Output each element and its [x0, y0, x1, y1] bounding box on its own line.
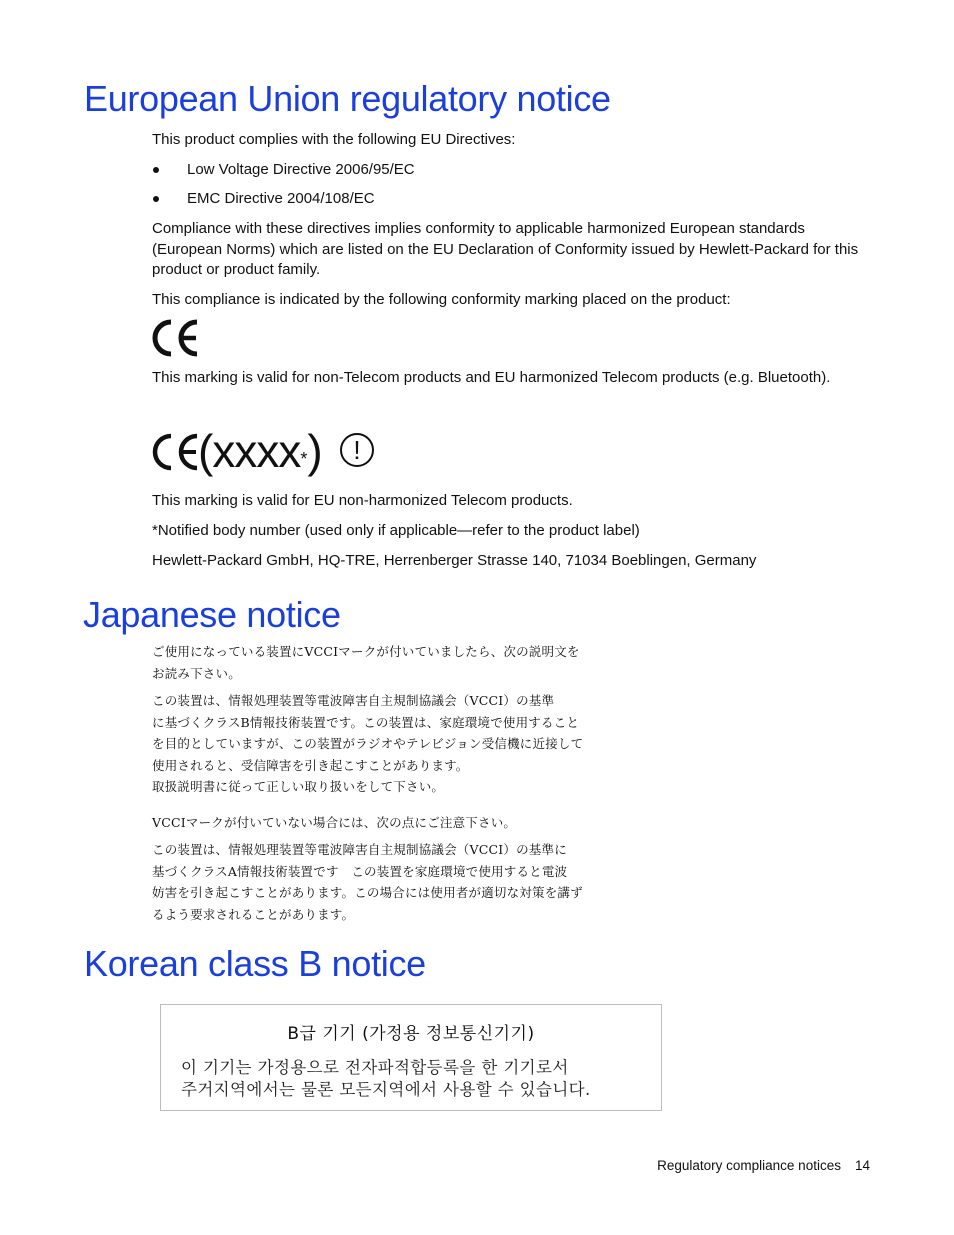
jp-paragraph-4: この装置は、情報処理装置等電波障害自主規制協議会（VCCI）の基準に 基づくクラスA情報技術装置です この装置を家庭環境で使用すると電波 妨害を引き起こすことがあります。この場合には使用者が適切な対策を講ず るよう要求されることがあります。	[152, 842, 583, 922]
jp-paragraph-2: この装置は、情報処理装置等電波障害自主規制協議会（VCCI）の基準 に基づくクラスB情報技術装置です。この装置は、家庭環境で使用すること を目的としていますが、この装置がラジオやテレビジョン受信機に近接して 使用されると、受信障害を引き起こすことがあります。 取扱説明書に従って正しい取り扱いをして下さい。	[152, 693, 584, 794]
marking-valid-2: This marking is valid for EU non-harmonized Telecom products.	[152, 492, 573, 509]
notified-body-close: )	[307, 425, 323, 477]
bullet-icon	[153, 196, 159, 202]
page-number: 14	[854, 1158, 870, 1173]
jp-paragraph-3: VCCIマークが付いていない場合には、次の点にご注意下さい。	[152, 815, 517, 830]
bullet-icon	[153, 167, 159, 173]
notified-body-asterisk: *	[300, 449, 308, 469]
alert-icon: !	[340, 433, 374, 467]
ce-mark-icon	[152, 318, 202, 358]
japanese-heading: Japanese notice	[83, 594, 341, 635]
korean-notice-box	[160, 1004, 662, 1111]
korean-box-body: 이 기기는 가정용으로 전자파적합등록을 한 기기로서 주거지역에서는 물론 모든지역에서 사용할 수 있습니다.	[181, 1058, 591, 1099]
eu-intro: This product complies with the following EU Directives:	[152, 131, 516, 148]
notified-body-placeholder: (xxxx	[198, 425, 301, 477]
korean-heading: Korean class B notice	[84, 943, 426, 984]
marking-valid-1: This marking is valid for non-Telecom products and EU harmonized Telecom products (e.g. Bluetooth).	[152, 369, 831, 386]
directive-text: Low Voltage Directive 2006/95/EC	[187, 161, 415, 178]
jp-paragraph-1: ご使用になっている装置にVCCIマークが付いていましたら、次の説明文を お読み下さい。	[152, 644, 580, 681]
ce-mark-icon	[152, 432, 202, 472]
address: Hewlett-Packard GmbH, HQ-TRE, Herrenberger Strasse 140, 71034 Boeblingen, Germany	[152, 552, 757, 569]
marking-intro: This compliance is indicated by the following conformity marking placed on the product:	[152, 291, 731, 308]
page-footer	[657, 1158, 870, 1173]
compliance-text: Compliance with these directives implies conformity to applicable harmonized European standards (European Norms) which are listed on the EU Declaration of Conformity issued by Hewlett-Packard for this product or product family.	[152, 220, 859, 278]
footnote: *Notified body number (used only if applicable—refer to the product label)	[152, 522, 640, 539]
directive-text: EMC Directive 2004/108/EC	[187, 190, 375, 207]
korean-box-title: B급 기기 (가정용 정보통신기기)	[287, 1024, 535, 1044]
eu-heading: European Union regulatory notice	[84, 78, 611, 119]
notified-body-mark	[198, 423, 323, 479]
footer-section-title: Regulatory compliance notices	[657, 1158, 841, 1173]
